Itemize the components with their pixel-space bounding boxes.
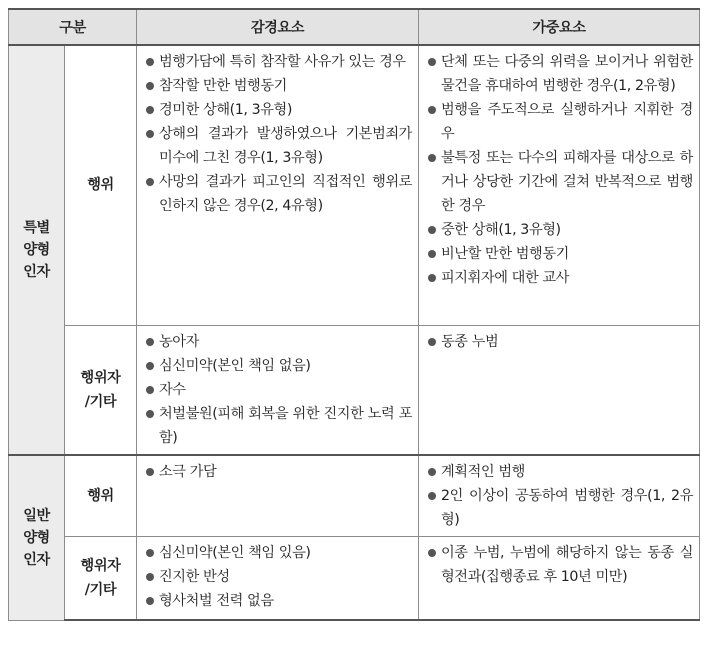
list-item: 2인 이상이 공동하여 범행한 경우(1, 2유형) bbox=[427, 484, 693, 532]
list-item: 소극 가담 bbox=[145, 460, 412, 484]
aggravating-list bbox=[427, 460, 693, 532]
mitigating-cell bbox=[137, 536, 419, 620]
table-row bbox=[9, 536, 700, 620]
list-item: 피지휘자에 대한 교사 bbox=[427, 266, 693, 290]
list-item: 처벌불원(피해 회복을 위한 진지한 노력 포함) bbox=[145, 402, 412, 450]
list-item: 자수 bbox=[145, 378, 412, 402]
header-mitigating: 감경요소 bbox=[137, 9, 419, 45]
subcategory-label: 행위자 /기타 bbox=[65, 536, 137, 620]
mitigating-list bbox=[145, 541, 412, 613]
group-label: 일반 양형 인자 bbox=[9, 455, 65, 621]
mitigating-cell bbox=[137, 325, 419, 455]
aggravating-cell bbox=[419, 455, 700, 537]
list-item: 중한 상해(1, 3유형) bbox=[427, 218, 693, 242]
aggravating-list bbox=[427, 541, 693, 589]
list-item: 상해의 결과가 발생하였으나 기본범죄가 미수에 그친 경우(1, 3유형) bbox=[145, 122, 412, 170]
list-item: 사망의 결과가 피고인의 직접적인 행위로 인하지 않은 경우(2, 4유형) bbox=[145, 170, 412, 218]
mitigating-cell bbox=[137, 455, 419, 537]
header-category: 구분 bbox=[9, 9, 137, 45]
mitigating-list bbox=[145, 50, 412, 218]
list-item: 범행가담에 특히 참작할 사유가 있는 경우 bbox=[145, 50, 412, 74]
header-aggravating: 가중요소 bbox=[419, 9, 700, 45]
list-item: 계획적인 범행 bbox=[427, 460, 693, 484]
mitigating-cell bbox=[137, 45, 419, 325]
mitigating-list bbox=[145, 330, 412, 450]
list-item: 이종 누범, 누범에 해당하지 않는 동종 실형전과(집행종료 후 10년 미만) bbox=[427, 541, 693, 589]
list-item: 불특정 또는 다수의 피해자를 대상으로 하거나 상당한 기간에 걸쳐 반복적으로 범행한 경우 bbox=[427, 146, 693, 218]
sentencing-factors-table bbox=[8, 8, 700, 621]
mitigating-list bbox=[145, 460, 412, 484]
table-row bbox=[9, 325, 700, 455]
list-item: 동종 누범 bbox=[427, 330, 693, 354]
list-item: 단체 또는 다중의 위력을 보이거나 위험한 물건을 휴대하여 범행한 경우(1, 2유형) bbox=[427, 50, 693, 98]
aggravating-list bbox=[427, 50, 693, 290]
subcategory-label: 행위 bbox=[65, 455, 137, 537]
subcategory-label: 행위자 /기타 bbox=[65, 325, 137, 455]
aggravating-cell bbox=[419, 536, 700, 620]
header-row bbox=[9, 9, 700, 45]
table-row bbox=[9, 455, 700, 537]
list-item: 범행을 주도적으로 실행하거나 지휘한 경우 bbox=[427, 98, 693, 146]
aggravating-cell bbox=[419, 45, 700, 325]
list-item: 농아자 bbox=[145, 330, 412, 354]
table-row bbox=[9, 45, 700, 325]
list-item: 진지한 반성 bbox=[145, 565, 412, 589]
list-item: 참작할 만한 범행동기 bbox=[145, 74, 412, 98]
list-item: 형사처벌 전력 없음 bbox=[145, 589, 412, 613]
subcategory-label: 행위 bbox=[65, 45, 137, 325]
list-item: 경미한 상해(1, 3유형) bbox=[145, 98, 412, 122]
aggravating-cell bbox=[419, 325, 700, 455]
aggravating-list bbox=[427, 330, 693, 354]
list-item: 비난할 만한 범행동기 bbox=[427, 242, 693, 266]
list-item: 심신미약(본인 책임 없음) bbox=[145, 354, 412, 378]
list-item: 심신미약(본인 책임 있음) bbox=[145, 541, 412, 565]
group-label: 특별 양형 인자 bbox=[9, 45, 65, 455]
